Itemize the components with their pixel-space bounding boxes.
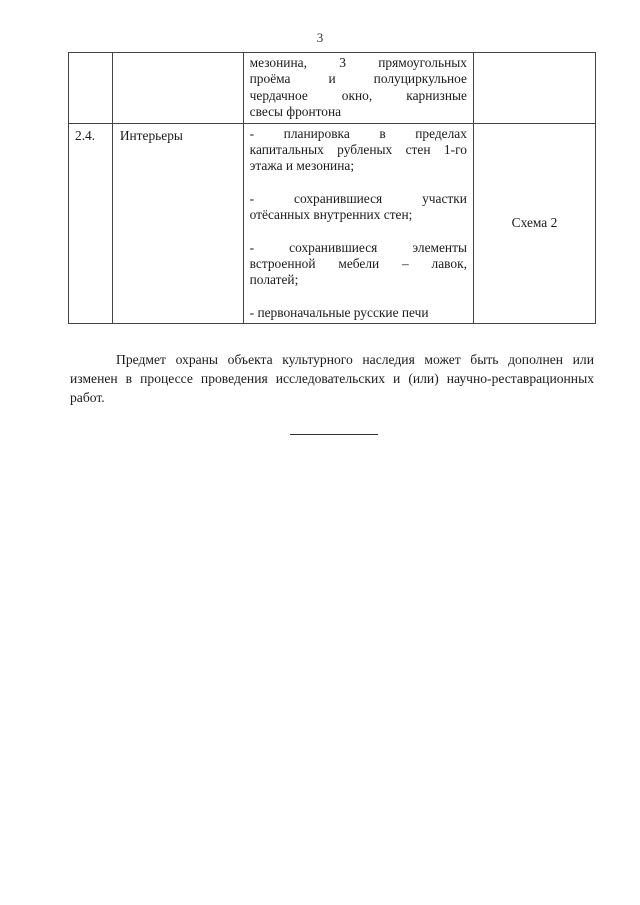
closing-rule	[290, 434, 378, 435]
description-line: проёма и полуциркульное	[249, 71, 467, 87]
description-line: чердачное окно, карнизные	[249, 87, 467, 103]
row-name-cell	[112, 53, 243, 124]
description-line: свесы фронтона	[249, 104, 342, 120]
table-row	[69, 123, 596, 324]
description-line: этажа и мезонина;	[249, 158, 355, 174]
row-number-cell	[69, 53, 113, 124]
description-line: - первоначальные русские печи	[249, 304, 429, 320]
item-spacer	[250, 224, 467, 240]
description-line: встроенной мебели – лавок,	[249, 256, 467, 272]
row-number-cell: 2.4.	[69, 123, 113, 324]
closing-paragraph: Предмет охраны объекта культурного наследия может быть дополнен или изменен в процессе проведения исследовательских и (или) научно-реставрационных работ.	[70, 352, 594, 405]
page-number: 3	[316, 30, 324, 45]
row-description-cell	[243, 123, 473, 324]
description-line: капитальных рубленых стен 1-го	[249, 142, 467, 158]
description-line: - планировка в пределах	[249, 125, 467, 141]
description-line: полатей;	[249, 272, 299, 288]
row-reference-cell	[473, 53, 595, 124]
description-line: мезонина, 3 прямоугольных	[249, 55, 467, 70]
description-line: отёсанных внутренних стен;	[249, 207, 413, 223]
row-description-cell	[243, 53, 473, 124]
table-row	[69, 53, 596, 124]
description-line: - сохранившиеся элементы	[249, 239, 467, 255]
item-spacer	[250, 175, 467, 191]
description-line: - сохранившиеся участки	[249, 190, 467, 206]
row-reference-cell: Схема 2	[473, 123, 595, 324]
protection-table	[68, 52, 596, 324]
item-spacer	[250, 289, 467, 305]
row-name-cell: Интерьеры	[112, 123, 243, 324]
